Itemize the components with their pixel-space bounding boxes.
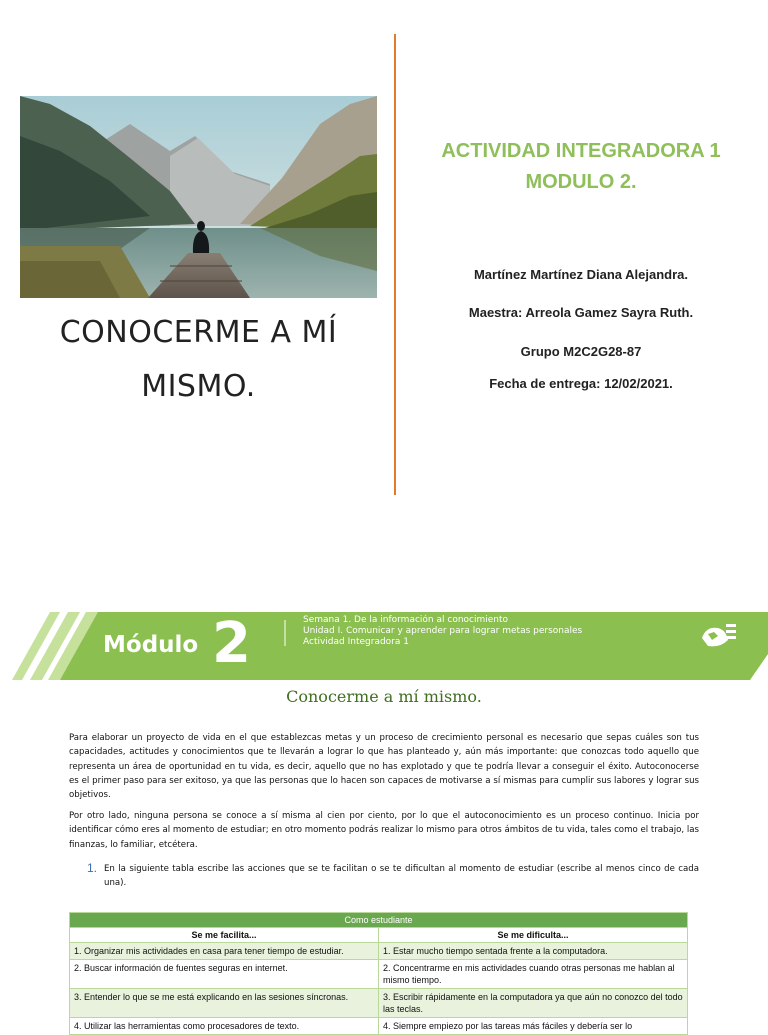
banner-week: Semana 1. De la información al conocimiento — [303, 615, 509, 625]
cover-title — [20, 306, 377, 414]
table-title: Como estudiante — [70, 913, 688, 928]
module-label: Módulo — [103, 632, 199, 658]
list-number: 1. — [87, 861, 98, 875]
cover-title-line-2: MISMO. — [141, 369, 256, 404]
table-cell-hard: 4. Siempre empiezo por las tareas más fáciles y debería ser lo — [379, 1018, 688, 1035]
module-number: 2 — [212, 611, 251, 676]
table-cell-hard: 1. Estar mucho tiempo sentada frente a la computadora. — [379, 943, 688, 960]
cover-photo — [20, 96, 377, 298]
table-cell-easy: 1. Organizar mis actividades en casa para tener tiempo de estudiar. — [70, 943, 379, 960]
table-cell-hard: 3. Escribir rápidamente en la computadora ya que aún no conozco del todo las teclas. — [379, 989, 688, 1018]
table-title-row — [70, 913, 688, 928]
list-instruction: En la siguiente tabla escribe las acciones que se te facilitan o se te dificultan al momento de estudiar (escribe al menos cinco de cada una). — [104, 864, 699, 889]
table-header-easy: Se me facilita... — [70, 928, 379, 943]
student-name: Martínez Martínez Diana Alejandra. — [473, 267, 689, 282]
paragraph-1: Para elaborar un proyecto de vida en el que establezcas metas y un proceso de crecimiento personal es necesario que sepas cuáles son tus capacidades, actitudes y conocimientos que te llevarán a lograr lo que has planteado y, aún más importante: que conozcas todo aquello que representa un área de oportunidad en tu vida, es decir, aquello que no has explotado y que te podría llevar a conseguir el éxito. Autoconocerse es el primer paso para ser exitoso, ya que las personas que lo hacen son capaces de motivarse a sí mismas para cumplir sus labores y lograr sus objetivos. — [69, 733, 699, 801]
banner-activity: Actividad Integradora 1 — [303, 637, 409, 647]
banner-info — [303, 615, 582, 648]
table-row — [70, 943, 688, 960]
activity-title-line-1: ACTIVIDAD INTEGRADORA 1 — [441, 140, 721, 162]
paragraph-2: Por otro lado, ninguna persona se conoce a sí misma al cien por ciento, por lo que el autoconocimiento es un proceso continuo. Inicia por identificar cómo eres al momento de estudiar; en otro momento podrás realizar lo mismo para otros ámbitos de tu vida, tales como el trabajo, las finanzas, lo familiar, etcétera. — [69, 811, 699, 850]
activity-title-line-2: MODULO 2. — [525, 171, 637, 193]
table-header-hard: Se me dificulta... — [379, 928, 688, 943]
teacher-name: Maestra: Arreola Gamez Sayra Ruth. — [468, 305, 694, 320]
table-cell-easy: 2. Buscar información de fuentes seguras en internet. — [70, 960, 379, 989]
banner-unit: Unidad I. Comunicar y aprender para lograr metas personales — [303, 626, 583, 636]
table-cell-easy: 4. Utilizar las herramientas como procesadores de texto. — [70, 1018, 379, 1035]
table-cell-easy: 3. Entender lo que se me está explicando en las sesiones síncronas. — [70, 989, 379, 1018]
table-row — [70, 1018, 688, 1035]
table-cell-hard: 2. Concentrarme en mis actividades cuando otras personas me hablan al mismo tiempo. — [379, 960, 688, 989]
document-heading: Conocerme a mí mismo. — [286, 687, 482, 706]
due-date: Fecha de entrega: 12/02/2021. — [489, 376, 673, 391]
table-row — [70, 989, 688, 1018]
cover-divider — [394, 34, 396, 495]
activity-title — [400, 136, 762, 198]
table-header-row — [70, 928, 688, 943]
cover-title-line-1: CONOCERME A MÍ — [59, 315, 338, 350]
table-row — [70, 960, 688, 989]
group-code: Grupo M2C2G28-87 — [520, 344, 642, 359]
student-table — [69, 912, 688, 1035]
